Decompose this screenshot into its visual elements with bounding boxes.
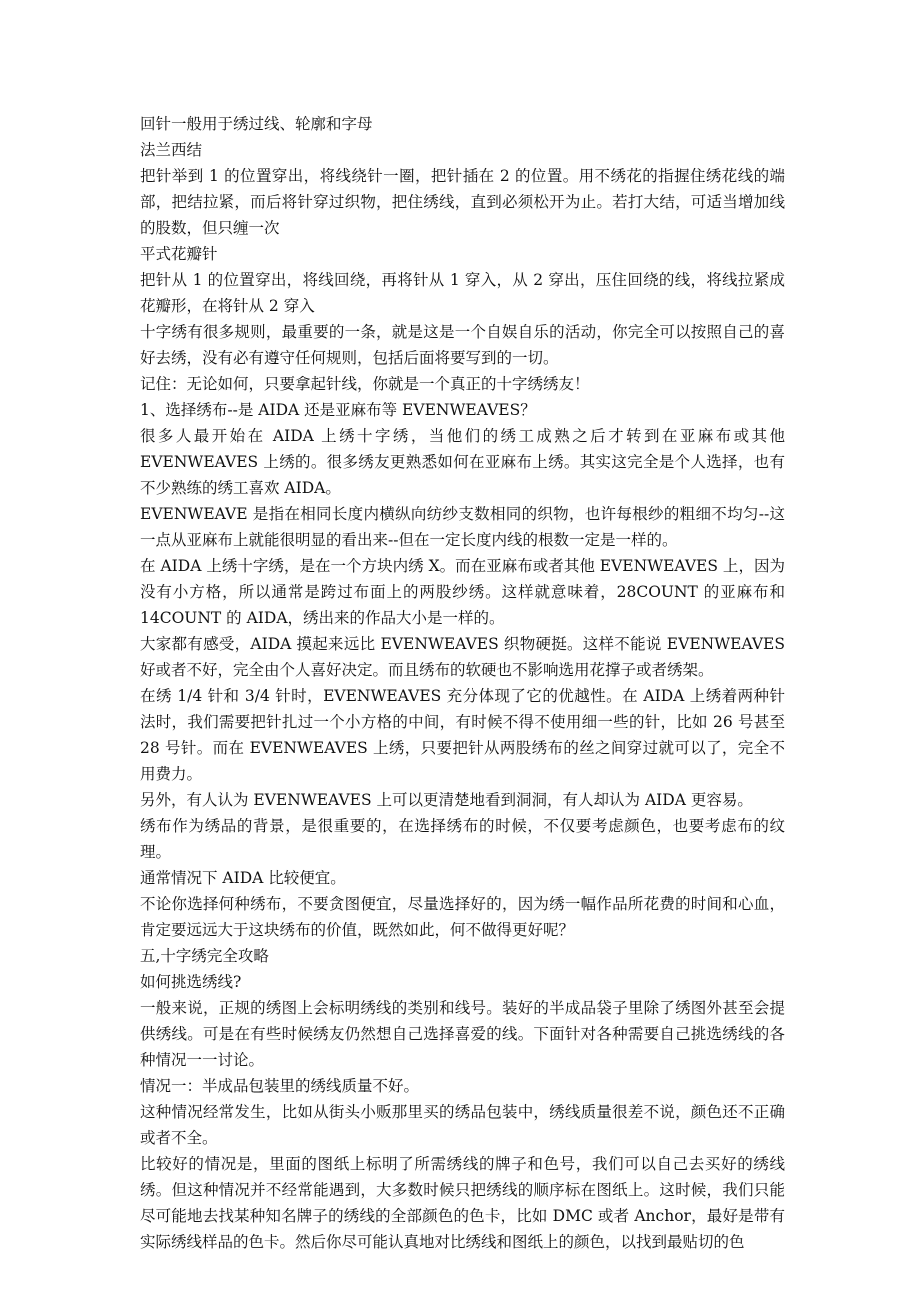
paragraph-rules-intro: 十字绣有很多规则，最重要的一条，就是这是一个自娱自乐的活动，你完全可以按照自己的喜好去绣，没有必有遵守任何规则，包括后面将要写到的一切。 <box>140 323 785 367</box>
paragraph-fabric-background: 绣布作为绣品的背景，是很重要的，在选择绣布的时候，不仅要考虑颜色，也要考虑布的纹理。 <box>140 817 785 861</box>
paragraph-holes-visibility: 另外，有人认为 EVENWEAVES 上可以更清楚地看到洞洞，有人却认为 AIDA 更容易。 <box>140 791 753 809</box>
heading-french-knot: 法兰西结 <box>140 141 203 159</box>
heading-case-one: 情况一：半成品包装里的绣线质量不好。 <box>140 1077 420 1095</box>
document-body <box>140 111 785 1255</box>
paragraph-petal-stitch-steps: 把针从 1 的位置穿出，将线回绕，再将针从 1 穿入，从 2 穿出，压住回绕的线，将线拉紧成花瓣形，在将针从 2 穿入 <box>140 271 785 315</box>
paragraph-choose-quality: 不论你选择何种绣布，不要贪图便宜，尽量选择好的，因为绣一幅作品所花费的时间和心血，肯定要远远大于这块绣布的价值，既然如此，何不做得更好呢？ <box>140 895 785 939</box>
paragraph-aida-start: 很多人最开始在 AIDA 上绣十字绣，当他们的绣工成熟之后才转到在亚麻布或其他 EVENWEAVES 上绣的。很多绣友更熟悉如何在亚麻布上绣。其实这完全是个人选择，也有不少熟练的绣工喜欢 AIDA。 <box>140 427 785 497</box>
heading-complete-guide: 五,十字绣完全攻略 <box>140 947 269 965</box>
heading-flat-petal-stitch: 平式花瓣针 <box>140 245 218 263</box>
paragraph-case-one-detail: 这种情况经常发生，比如从街头小贩那里买的绣品包装中，绣线质量很差不说，颜色还不正确或者不全。 <box>140 1103 785 1147</box>
paragraph-french-knot-steps: 把针举到 1 的位置穿出，将线绕针一圈，把针插在 2 的位置。用不绣花的指握住绣花线的端部，把结拉紧，而后将针穿过织物，把住绣线，直到必须松开为止。若打大结，可适当增加线的股数，但只缠一次 <box>140 167 785 237</box>
paragraph-backstitch-note: 回针一般用于绣过线、轮廓和字母 <box>140 115 373 133</box>
heading-choose-thread: 如何挑选绣线? <box>140 973 242 991</box>
paragraph-aida-vs-linen: 在 AIDA 上绣十字绣，是在一个方块内绣 X。而在亚麻布或者其他 EVENWEAVES 上，因为没有小方格，所以通常是跨过布面上的两股纱绣。这样就意味着，28COUNT 的亚麻布和 14COUNT 的 AIDA，绣出来的作品大小是一样的。 <box>140 557 785 627</box>
paragraph-evenweave-definition: EVENWEAVE 是指在相同长度内横纵向纺纱支数相同的织物，也许每根纱的粗细不均匀--这一点从亚麻布上就能很明显的看出来--但在一定长度内线的根数一定是一样的。 <box>140 505 785 549</box>
paragraph-thread-labels: 一般来说，正规的绣图上会标明绣线的类别和线号。装好的半成品袋子里除了绣图外甚至会提供绣线。可是在有些时候绣友仍然想自己选择喜爱的线。下面针对各种需要自己挑选绣线的各种情况一一讨论。 <box>140 999 785 1069</box>
heading-choose-fabric: 1、选择绣布--是 AIDA 还是亚麻布等 EVENWEAVES？ <box>140 401 536 419</box>
paragraph-remember: 记住：无论如何，只要拿起针线，你就是一个真正的十字绣绣友！ <box>140 375 590 393</box>
paragraph-aida-cheaper: 通常情况下 AIDA 比较便宜。 <box>140 869 346 887</box>
paragraph-fractional-stitches: 在绣 1/4 针和 3/4 针时，EVENWEAVES 充分体现了它的优越性。在 AIDA 上绣着两种针法时，我们需要把针扎过一个小方格的中间，有时候不得不使用细一些的针，比如 26 号甚至 28 号针。而在 EVENWEAVES 上绣，只要把针从两股绣布的丝之间穿过就可以了，完全不用费力。 <box>140 687 785 783</box>
paragraph-better-case: 比较好的情况是，里面的图纸上标明了所需绣线的牌子和色号，我们可以自己去买好的绣线绣。但这种情况并不经常能遇到，大多数时候只把绣线的顺序标在图纸上。这时候，我们只能尽可能地去找某种知名牌子的绣线的全部颜色的色卡，比如 DMC 或者 Anchor，最好是带有实际绣线样品的色卡。然后你尽可能认真地对比绣线和图纸上的颜色，以找到最贴切的色 <box>140 1155 785 1251</box>
paragraph-stiffness: 大家都有感受，AIDA 摸起来远比 EVENWEAVES 织物硬挺。这样不能说 EVENWEAVES 好或者不好，完全由个人喜好决定。而且绣布的软硬也不影响选用花撑子或者绣架。 <box>140 635 785 679</box>
